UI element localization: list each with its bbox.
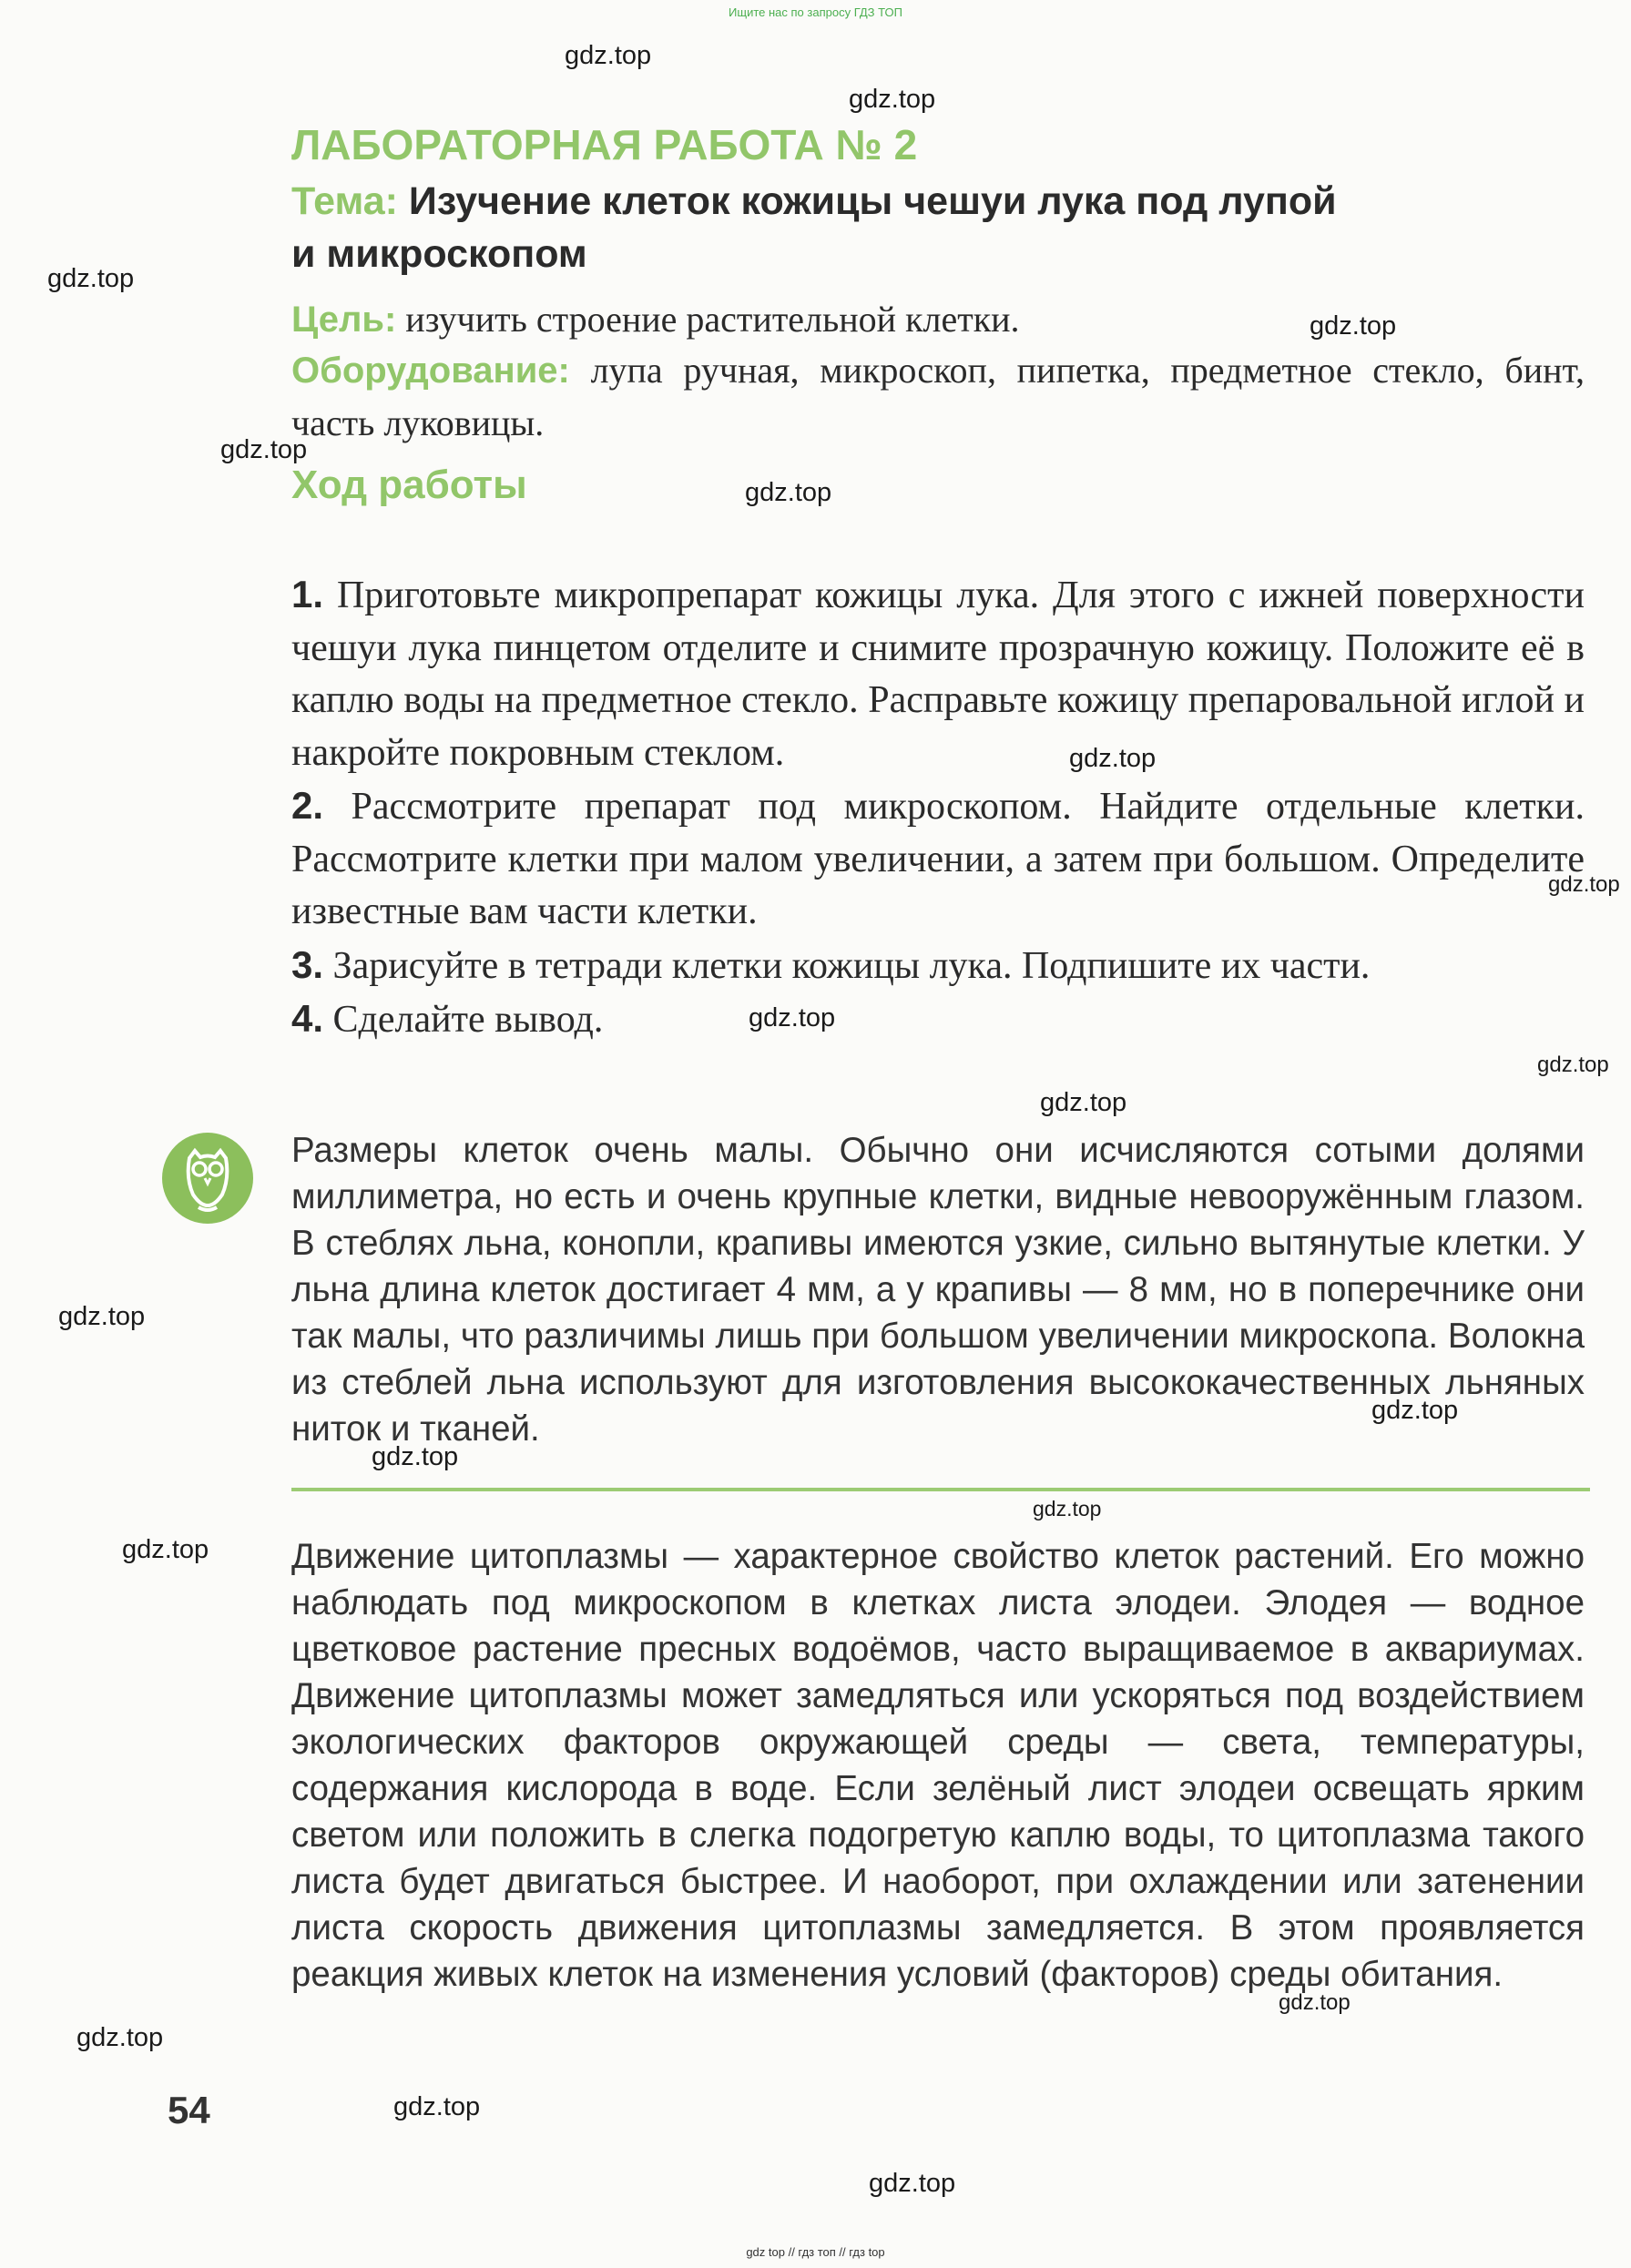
topic-label: Тема: xyxy=(291,179,398,223)
watermark: gdz.top xyxy=(1371,1396,1459,1425)
watermark: gdz.top xyxy=(565,41,652,70)
step-text: Приготовьте микропрепарат кожицы лука. Для этого с ижней поверхности чешуи лука пинцетом отделите и снимите прозрачную кожицу. Положите её в каплю воды на предметное стекло. Расправьте кожицу препаровальной иглой и накройте покровным стеклом. xyxy=(291,575,1585,774)
watermark: gdz.top xyxy=(745,478,832,507)
watermark: gdz.top xyxy=(122,1535,209,1564)
procedure-title: Ход работы xyxy=(291,463,527,507)
step-number: 4. xyxy=(291,997,324,1040)
watermark: gdz.top xyxy=(58,1302,146,1331)
step-number: 3. xyxy=(291,942,324,986)
footer-note: gdz top // гдз топ // гдз top xyxy=(746,2245,885,2259)
watermark: gdz.top xyxy=(372,1442,459,1471)
owl-icon xyxy=(162,1133,253,1224)
step xyxy=(291,779,1585,939)
topic-line-1: Изучение клеток кожицы чешуи лука под лупой xyxy=(408,179,1337,223)
step-text: Зарисуйте в тетради клетки кожицы лука. Подпишите их части. xyxy=(332,944,1371,987)
page-number: 54 xyxy=(168,2089,210,2131)
watermark: gdz.top xyxy=(220,435,308,464)
section-divider xyxy=(291,1488,1590,1491)
step-number: 1. xyxy=(291,573,324,615)
procedure-steps xyxy=(291,568,1585,1047)
lab-equipment xyxy=(291,344,1585,449)
watermark: gdz.top xyxy=(1033,1497,1102,1520)
watermark: gdz.top xyxy=(749,1003,836,1032)
watermark: gdz.top xyxy=(76,2023,164,2052)
info-box-size: Размеры клеток очень малы. Обычно они исчисляются сотыми долями миллиметра, но есть и очень крупные клетки, видные невооружённым глазом. В стеблях льна, конопли, крапивы имеются узкие, сильно вытянутые клетки. У льна длина клеток достигает 4 мм, а у крапивы — 8 мм, но в поперечнике они так малы, что различимы лишь при большом увеличении микроскопа. Волокна из стеблей льна используют для изготовления высококачественных льняных ниток и тканей. xyxy=(291,1131,1585,1449)
step xyxy=(291,568,1585,779)
step-text: Рассмотрите препарат под микроскопом. Найдите отдельные клетки. Рассмотрите клетки при малом увеличении, а затем при большом. Определите известные вам части клетки. xyxy=(291,786,1585,932)
watermark: gdz.top xyxy=(393,2092,481,2121)
watermark: gdz.top xyxy=(47,264,135,293)
step-number: 2. xyxy=(291,784,324,827)
watermark: gdz.top xyxy=(869,2169,956,2198)
topic-line-2: и микроскопом xyxy=(291,232,587,276)
step-text: Сделайте вывод. xyxy=(332,999,604,1041)
watermark: gdz.top xyxy=(849,85,936,114)
goal-label: Цель: xyxy=(291,300,397,340)
step xyxy=(291,992,1585,1047)
watermark: gdz.top xyxy=(1040,1088,1127,1117)
lab-topic xyxy=(291,175,1603,280)
lab-title: ЛАБОРАТОРНАЯ РАБОТА № 2 xyxy=(291,121,918,168)
lab-goal xyxy=(291,293,1603,346)
watermark: gdz.top xyxy=(1548,872,1620,897)
goal-text: изучить строение растительной клетки. xyxy=(405,299,1020,340)
watermark: gdz.top xyxy=(1279,1990,1351,2015)
header-note: Ищите нас по запросу ГДЗ ТОП xyxy=(729,5,902,19)
watermark: gdz.top xyxy=(1069,744,1157,773)
step xyxy=(291,939,1585,993)
watermark: gdz.top xyxy=(1310,311,1397,341)
watermark: gdz.top xyxy=(1537,1053,1609,1077)
equipment-label: Оборудование: xyxy=(291,351,570,391)
info-box-cytoplasm: Движение цитоплазмы — характерное свойство клеток растений. Его можно наблюдать под микроскопом в клетках листа элодеи. Элодея — водное цветковое растение пресных водоёмов, часто выращиваемое в аквариумах. Движение цитоплазмы может замедляться или ускоряться под воздействием экологических факторов окружающей среды — света, температуры, содержания кислорода в воде. Если зелёный лист элодеи освещать ярким светом или положить в слегка подогретую каплю воды, то цитоплазма такого листа будет двигаться быстрее. И наоборот, при охлаждении или затенении листа скорость движения цитоплазмы замедляется. В этом проявляется реакция живых клеток на изменения условий (факторов) среды обитания. xyxy=(291,1537,1585,1994)
equipment-text: лупа ручная, микроскоп, пипетка, предметное стекло, бинт, часть луковицы. xyxy=(291,350,1585,443)
